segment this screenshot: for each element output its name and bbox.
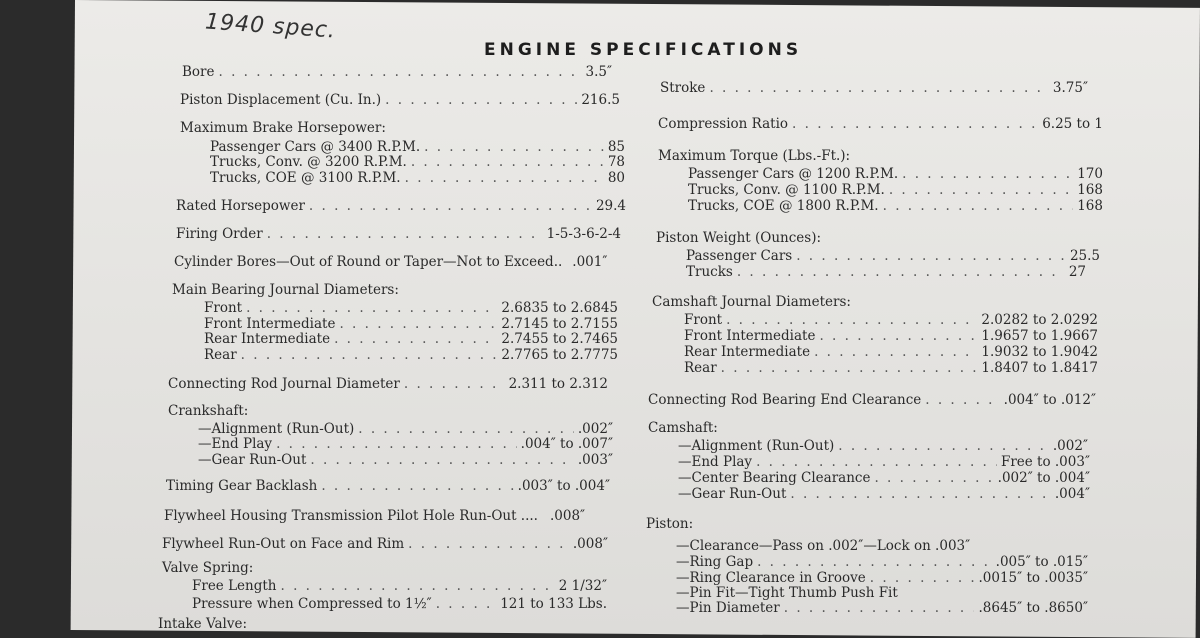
- spec-row: Passenger Cars @ 3400 R.P.M. . . . 85: [210, 139, 625, 155]
- spec-row-piston-clearance: —Clearance—Pass on .002″—Lock on .003″: [676, 538, 971, 554]
- spec-row: —Ring Gap . . . .005″ to .015″: [676, 554, 1088, 570]
- handwritten-note: 1940 spec.: [204, 9, 337, 44]
- spec-row: Trucks, COE @ 3100 R.P.M. . . . 80: [210, 170, 625, 186]
- section-heading: Maximum Brake Horsepower:: [180, 120, 386, 136]
- spec-row-compression: Compression Ratio . . . 6.25 to 1: [658, 116, 1103, 132]
- section-heading: Piston:: [646, 516, 694, 532]
- section-heading: Valve Spring:: [162, 560, 254, 576]
- spec-row: Rear . . . 2.7765 to 2.7775: [204, 347, 618, 363]
- spec-row: Rear Intermediate . . . 1.9032 to 1.9042: [684, 344, 1098, 360]
- spec-row-flywheel-runout: Flywheel Run-Out on Face and Rim . . . .008″: [162, 536, 608, 552]
- spec-row: —Gear Run-Out . . . .004″: [678, 486, 1090, 502]
- spec-row: —End Play . . . .004″ to .007″: [198, 436, 613, 452]
- spec-row: —End Play . . . Free to .003″: [678, 454, 1090, 470]
- spec-row-pin-diameter: —Pin Diameter . . . .8645″ to .8650″: [676, 600, 1088, 616]
- spec-row: Rear . . . 1.8407 to 1.8417: [684, 360, 1098, 376]
- spec-row-conn-rod-bearing: Connecting Rod Bearing End Clearance . . . .004″ to .012″: [648, 392, 1096, 408]
- spec-row: Pressure when Compressed to 1½″ . . . 121 to 133 Lbs.: [192, 596, 607, 612]
- spec-row: Free Length . . . 2 1/32″: [192, 578, 607, 594]
- spec-row: Trucks . . . 27: [686, 264, 1086, 280]
- section-heading: Crankshaft:: [168, 403, 249, 419]
- section-heading: Intake Valve:: [158, 616, 248, 632]
- spec-row-cylinder-bores: Cylinder Bores—Out of Round or Taper—Not to Exceed.. .001″: [174, 254, 608, 270]
- spec-row-stroke: Stroke . . . 3.75″: [660, 80, 1088, 96]
- spec-row: Front Intermediate . . . 2.7145 to 2.7155: [204, 316, 618, 332]
- spec-row-rated-hp: Rated Horsepower . . . 29.4: [176, 198, 626, 214]
- section-heading: Maximum Torque (Lbs.-Ft.):: [658, 148, 851, 164]
- spec-row-displacement: Piston Displacement (Cu. In.) . . . 216.5: [180, 92, 620, 108]
- spec-row: Trucks, Conv. @ 1100 R.P.M. . . . 168: [688, 182, 1103, 198]
- spec-row-bore: Bore . . . 3.5″: [182, 64, 612, 80]
- spec-row: Rear Intermediate . . . 2.7455 to 2.7465: [204, 331, 618, 347]
- spec-row: Front . . . 2.0282 to 2.0292: [684, 312, 1098, 328]
- spec-row-timing-gear: Timing Gear Backlash . . . .003″ to .004″: [166, 478, 610, 494]
- spec-row: —Center Bearing Clearance . . . .002″ to .004″: [678, 470, 1090, 486]
- section-heading: Camshaft:: [648, 420, 718, 436]
- page-title: ENGINE SPECIFICATIONS: [484, 40, 803, 60]
- spec-row: —Gear Run-Out . . . .003″: [198, 452, 613, 468]
- spec-row: Passenger Cars . . . 25.5: [686, 248, 1100, 264]
- section-heading: Piston Weight (Ounces):: [656, 230, 822, 246]
- spec-row: Passenger Cars @ 1200 R.P.M. . . . 170: [688, 166, 1103, 182]
- spec-row: Trucks, COE @ 1800 R.P.M. . . . 168: [688, 198, 1103, 214]
- spec-row-conn-rod: Connecting Rod Journal Diameter . . . 2.311 to 2.312: [168, 376, 608, 392]
- spec-row: —Alignment (Run-Out) . . . .002″: [198, 421, 613, 437]
- spec-row-pin-fit: —Pin Fit—Tight Thumb Push Fit: [676, 585, 898, 601]
- spec-row: Front . . . 2.6835 to 2.6845: [204, 300, 618, 316]
- spec-row: —Alignment (Run-Out) . . . .002″: [678, 438, 1088, 454]
- section-heading: Main Bearing Journal Diameters:: [172, 282, 399, 298]
- section-heading: Camshaft Journal Diameters:: [652, 294, 851, 310]
- spec-row: Trucks, Conv. @ 3200 R.P.M. . . . 78: [210, 154, 625, 170]
- spec-row-firing-order: Firing Order . . . 1-5-3-6-2-4: [176, 226, 621, 242]
- spec-row: Front Intermediate . . . 1.9657 to 1.9667: [684, 328, 1098, 344]
- spec-row: —Ring Clearance in Groove . . . .0015″ to .0035″: [676, 570, 1088, 586]
- spec-row-flywheel-housing: Flywheel Housing Transmission Pilot Hole Run-Out .... .008″: [164, 508, 586, 524]
